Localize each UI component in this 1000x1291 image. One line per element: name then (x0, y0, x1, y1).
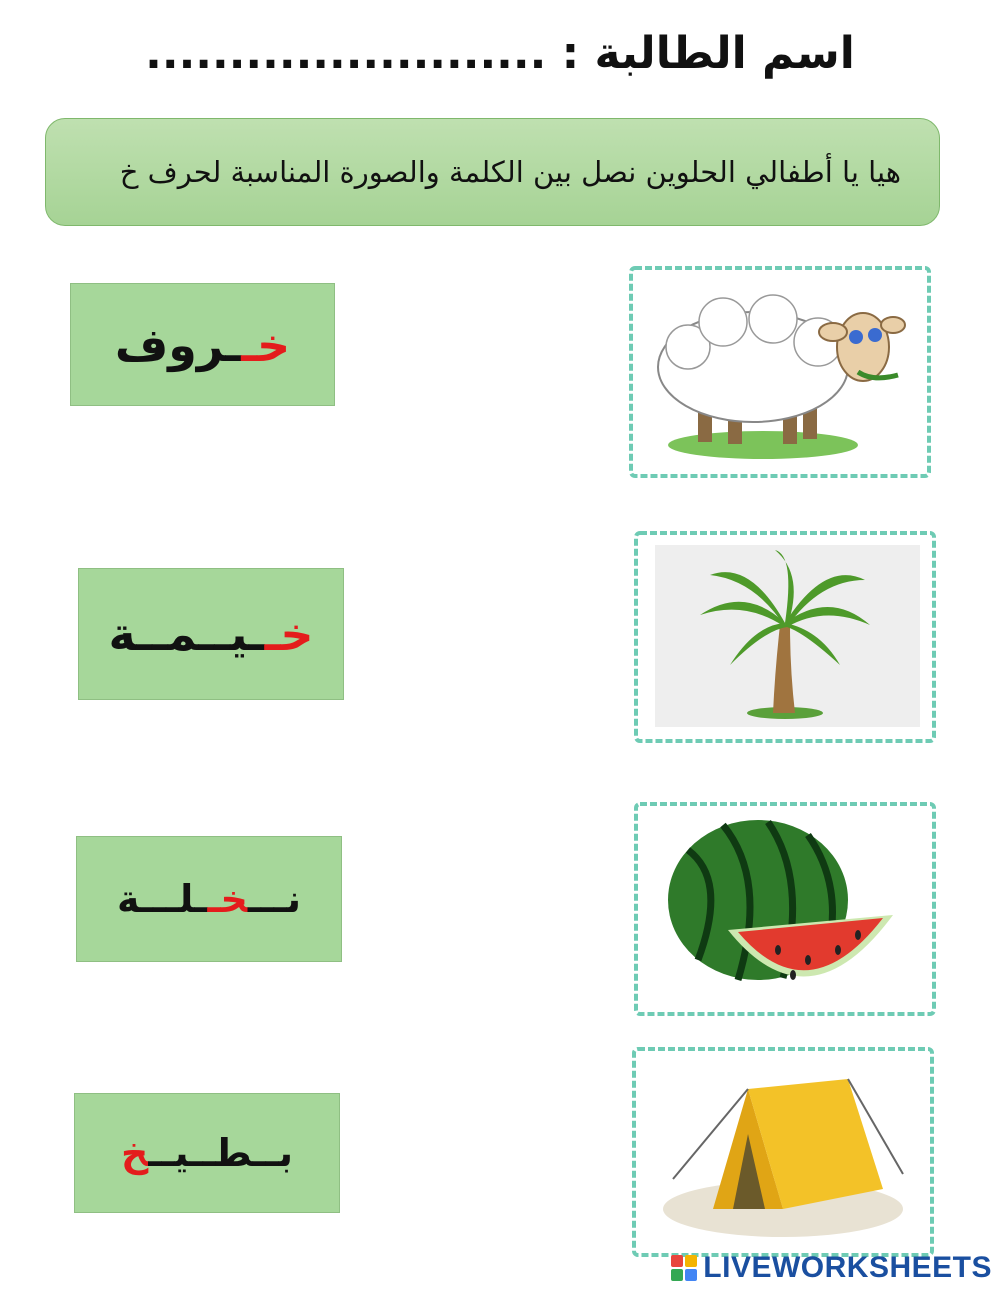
word-kharoof (115, 318, 290, 372)
word-prefix: نـــ (247, 877, 302, 921)
highlight-letter: خـ (207, 877, 248, 921)
word-batikh (121, 1131, 293, 1175)
word-rest: ـلـــة (116, 877, 208, 921)
instruction-text: هيا يا أطفالي الحلوين نصل بين الكلمة والصورة المناسبة لحرف خ (119, 155, 901, 189)
word-card-kharoof[interactable] (70, 283, 335, 406)
palm-tree-icon (655, 545, 920, 727)
word-khaima (108, 607, 313, 661)
picture-card-watermelon[interactable] (630, 798, 940, 1020)
word-nakhla (117, 877, 301, 921)
word-rest: ـيــمــة (108, 607, 265, 661)
instruction-banner (45, 118, 940, 226)
liveworksheets-logo-icon (671, 1255, 697, 1281)
picture-card-tent[interactable] (628, 1043, 938, 1261)
word-card-nakhla[interactable] (76, 836, 342, 962)
liveworksheets-watermark (671, 1251, 992, 1285)
highlight-letter: خـ (241, 317, 291, 372)
word-card-batikh[interactable] (74, 1093, 340, 1213)
student-name-title: اسم الطالبة : ........................ (145, 28, 855, 79)
tent-icon (653, 1059, 915, 1243)
sheep-icon (653, 287, 908, 465)
picture-card-palm[interactable] (630, 527, 940, 747)
word-card-khaima[interactable] (78, 568, 344, 700)
word-rest: ـروف (114, 317, 242, 372)
picture-card-sheep[interactable] (625, 262, 935, 482)
watermelon-icon (658, 810, 913, 1006)
highlight-letter: خـ (264, 607, 314, 661)
word-prefix: بــطــيــ (148, 1131, 294, 1175)
watermark-text: LIVEWORKSHEETS (703, 1251, 992, 1284)
highlight-letter: خ (120, 1131, 149, 1175)
